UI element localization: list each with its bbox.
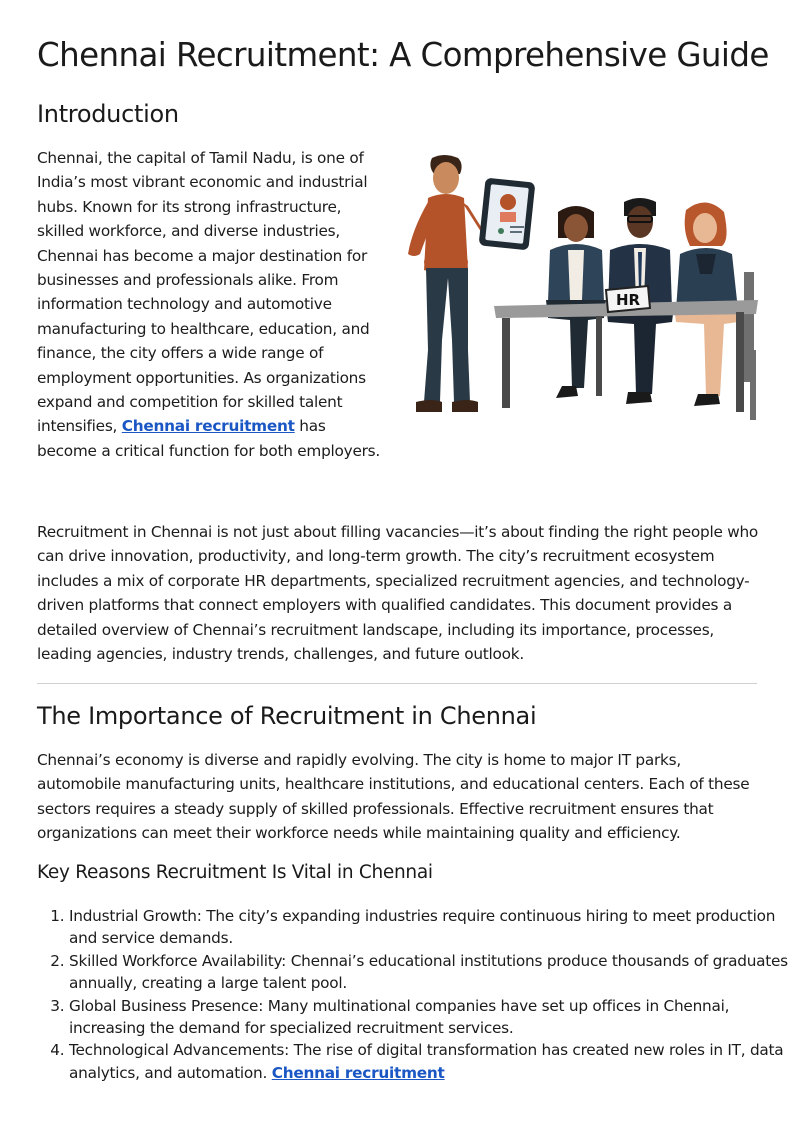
recruitment-overview-paragraph: Recruitment in Chennai is not just about filling vacancies—it’s about finding the right people who can drive innovation, productivity, and long-term growth. The city’s recruitment ecosystem includes a mix of corporate HR departments, specialized recruitment agencies, and technology-driven platforms that connect employers with qualified candidates. This document provides a detailed overview of Chennai’s recruitment landscape, including its importance, processes, leading agencies, industry trends, challenges, and future outlook.: [37, 523, 759, 664]
reason-text: Global Business Presence: Many multinational companies have set up offices in Chennai, increasing the demand for specialized recruitment services.: [69, 996, 730, 1038]
intro-heading: Introduction: [37, 100, 179, 128]
tablet-icon: [479, 178, 536, 251]
page-title: Chennai Recruitment: A Comprehensive Guide: [37, 36, 769, 74]
hr-interview-panel-illustration: [398, 150, 762, 422]
key-reasons-list: [37, 905, 791, 1084]
hr-name-plate: [606, 286, 650, 312]
importance-heading: The Importance of Recruitment in Chennai: [37, 702, 537, 730]
chennai-recruitment-link[interactable]: Chennai recruitment: [121, 417, 295, 436]
list-item: [69, 1039, 791, 1084]
intro-paragraph-text: Chennai, the capital of Tamil Nadu, is one of India’s most vibrant economic and industrial hubs. Known for its strong infrastructure, skilled workforce, and diverse industries, Chennai has become a major destination for businesses and professionals alike. From information technology and automotive manufacturing to healthcare, education, and finance, the city offers a wide range of employment opportunities. As organizations expand and competition for skilled talent intensifies,: [37, 149, 370, 436]
list-item: [69, 950, 791, 995]
hr-badge-text: HR: [616, 291, 641, 309]
reason-text: Technological Advancements: The rise of digital transformation has created new roles in IT, data analytics, and automation.: [69, 1041, 784, 1082]
intro-paragraph-tail: has become a critical function for both employers.: [37, 417, 380, 460]
key-reasons-heading: Key Reasons Recruitment Is Vital in Chennai: [37, 862, 433, 883]
list-item: [69, 905, 791, 950]
reason-text: Industrial Growth: The city’s expanding industries require continuous hiring to meet production and service demands.: [69, 907, 776, 948]
importance-paragraph: Chennai’s economy is diverse and rapidly evolving. The city is home to major IT parks, automobile manufacturing units, healthcare institutions, and educational centers. Each of these sectors requires a steady supply of skilled professionals. Effective recruitment ensures that organizations can meet their workforce needs while maintaining quality and efficiency.: [37, 751, 750, 843]
list-item: [69, 995, 791, 1040]
chennai-recruitment-link[interactable]: Chennai recruitment: [271, 1063, 445, 1082]
intro-paragraph: [37, 146, 385, 463]
chairs: [744, 272, 756, 420]
section-divider: [37, 683, 757, 684]
reason-text: Skilled Workforce Availability: Chennai’s educational institutions produce thousands of graduates annually, creating a large talent pool.: [69, 951, 788, 993]
